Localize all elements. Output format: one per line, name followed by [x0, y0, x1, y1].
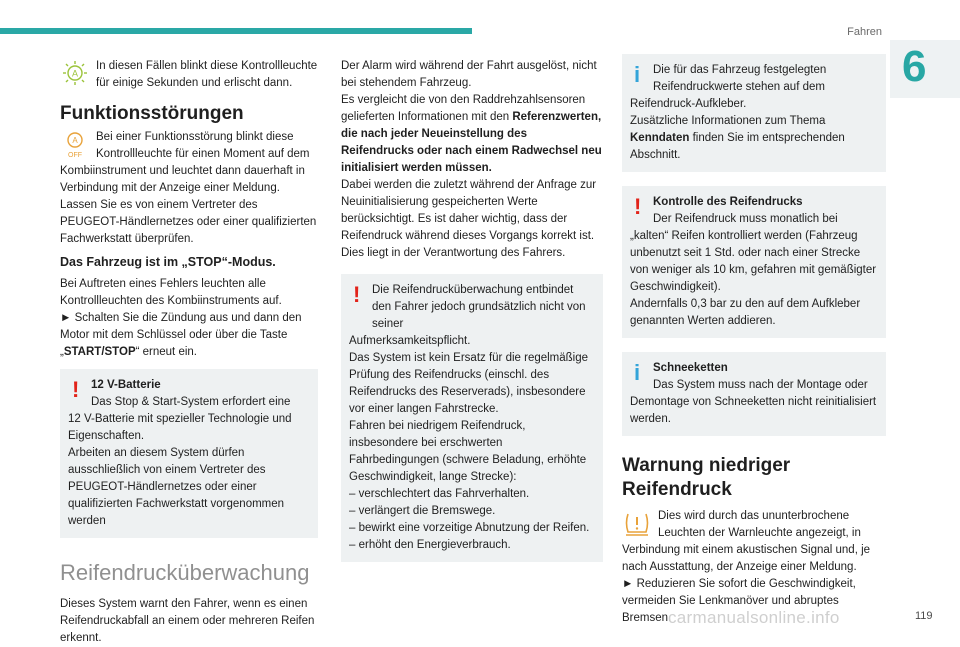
- warning-exclamation-icon: !: [72, 377, 80, 402]
- pressure-check-warning-box: [622, 186, 886, 338]
- compare-text: [341, 92, 603, 177]
- info1-rest: Reifendruck-Aufkleber.: [630, 98, 747, 110]
- bullet-item: – erhöht den Energieverbrauch.: [349, 539, 511, 551]
- heading-faults: Funktionsstörungen: [60, 103, 244, 124]
- battery-line1: Das Stop & Start-System erfordert eine: [91, 396, 291, 408]
- low-pressure-first: Dies wird durch das ununterbrochene Leuchten der Warnleuchte angezeigt, in: [658, 510, 861, 539]
- info-icon: i: [634, 360, 641, 385]
- pressure-check-line1: Der Reifendruck muss monatlich bei: [653, 213, 838, 225]
- heading-tpms: Reifendrucküberwachung: [60, 560, 310, 585]
- info1-p2: [630, 113, 878, 164]
- info1-p2-bold: Kenndaten: [630, 132, 690, 144]
- warning-exclamation-icon: !: [634, 194, 642, 219]
- warning-exclamation-icon: !: [353, 282, 361, 307]
- pressure-check-rest: „kalten“ Reifen kontrolliert werden (Fahrzeug unbenutzt seit 1 Std. oder nach einer Strecke von weniger als 10 km, gefahren mit gemäßigter Geschwindigkeit).: [630, 230, 877, 293]
- heading-stop-mode: Das Fahrzeug ist im „STOP“-Modus.: [60, 255, 276, 269]
- fault-text-first: Bei einer Funktionsstörung blinkt diese Kontrollleuchte für einen Moment auf dem: [96, 131, 310, 160]
- info1-p2-post: finden Sie im entsprechenden Abschnitt.: [630, 132, 845, 161]
- section-title: Fahren: [847, 26, 882, 38]
- tpms-warn-line1: Die Reifendrucküberwachung entbindet den Fahrer jedoch grundsätzlich nicht von seiner: [372, 284, 586, 330]
- reinit-text: Dabei werden die zuletzt während der Anfrage zur Neuinitialisierung gespeicherten Werte berücksichtigt. Es ist daher wichtig, dass der Reifendruck während dieses Vorgangs korrekt ist.: [341, 179, 597, 242]
- fault-text-rest: Kombiinstrument und leuchtet dann dauerhaft in Verbindung mit der Anzeige einer Meldung.: [60, 165, 305, 194]
- info1-line1: Die für das Fahrzeug festgelegten Reifendruckwerte stehen auf dem: [653, 64, 827, 93]
- tpms-warning-box: [341, 274, 603, 562]
- bullet-item: – bewirkt eine vorzeitige Abnutzung der Reifen.: [349, 522, 590, 534]
- blinking-tpms-icon: [60, 58, 90, 88]
- fault-text-rest2: Lassen Sie es von einem Vertreter des PEUGEOT-Händlernetzes oder einer qualifizierten Fachwerkstatt überprüfen.: [60, 199, 317, 245]
- battery-rest: 12 V-Batterie mit spezieller Technologie und Eigenschaften.: [68, 413, 292, 442]
- bullet-item: – verlängert die Bremswege.: [349, 505, 496, 517]
- pressure-check-title: Kontrolle des Reifendrucks: [653, 196, 803, 208]
- info1-p2-pre: Zusätzliche Informationen zum Thema: [630, 115, 826, 127]
- chapter-number: 6: [902, 42, 927, 91]
- stop-step-post: “ erneut ein.: [135, 346, 197, 358]
- info-icon: i: [634, 62, 641, 87]
- column-right: [622, 58, 886, 627]
- tpms-warn-rest: Aufmerksamkeitspflicht.: [349, 335, 471, 347]
- battery-warning-box: [60, 369, 318, 538]
- watermark: carmanualsonline.info: [668, 608, 840, 627]
- stop-start-off-icon: [60, 129, 90, 159]
- column-middle: [341, 58, 603, 570]
- compare-bold: Referenzwerten, die nach jeder Neueinstellung des Reifendrucks oder nach einem Radwechsel neu initialisiert werden müssen.: [341, 111, 602, 174]
- snow-chains-info-box: [622, 352, 886, 436]
- start-stop-key: START/STOP: [63, 346, 136, 358]
- snow-chains-rest: Demontage von Schneeketten nicht reinitialisiert werden.: [630, 396, 877, 425]
- pressure-check-p2: Andernfalls 0,3 bar zu den auf dem Aufkleber genannten Werten addieren.: [630, 298, 861, 327]
- driver-responsibility: Dies liegt in der Verantwortung des Fahrers.: [341, 247, 566, 259]
- tire-pressure-info-box: [622, 54, 886, 172]
- snow-chains-title: Schneeketten: [653, 362, 728, 374]
- alarm-text: Der Alarm wird während der Fahrt ausgelöst, nicht bei stehendem Fahrzeug.: [341, 60, 597, 89]
- compare-pre: Es vergleicht die von den Raddrehzahlsensoren gelieferten Informationen mit den: [341, 94, 586, 123]
- battery-title: 12 V-Batterie: [91, 379, 161, 391]
- battery-rest2: Arbeiten an diesem System dürfen ausschließlich von einem Vertreter des PEUGEOT-Händlernetzes oder einer qualifizierten Fachwerkstatt vorgenommen werden: [68, 447, 285, 527]
- bullet-item: – verschlechtert das Fahrverhalten.: [349, 488, 530, 500]
- snow-chains-line1: Das System muss nach der Montage oder: [653, 379, 868, 391]
- column-left: [60, 58, 318, 647]
- svg-text:A: A: [71, 68, 79, 79]
- low-pressure-row: [622, 508, 886, 542]
- blink-text: In diesen Fällen blinkt diese Kontrollleuchte für einige Sekunden und erlischt dann.: [96, 60, 318, 89]
- heading-low-pressure: Warnung niedriger Reifendruck: [622, 455, 791, 500]
- tpms-warn-p2: Das System ist kein Ersatz für die regelmäßige Prüfung des Reifendrucks (einschl. des Reifendrucks des Reserverads), insbesondere vor einer langen Fahrstrecke.: [349, 352, 589, 415]
- svg-text:A: A: [72, 136, 78, 145]
- stop-step-pre: ► Schalten Sie die Zündung aus und dann den Motor mit dem Schlüssel oder über die Taste „: [60, 312, 302, 358]
- blink-info-row: [60, 58, 318, 92]
- page-number: 119: [915, 610, 933, 622]
- tpms-text: Dieses System warnt den Fahrer, wenn es einen Reifendruckabfall an einem oder mehreren Reifen erkennt.: [60, 598, 315, 644]
- stop-text: Bei Auftreten eines Fehlers leuchten alle Kontrollleuchten des Kombiinstruments auf.: [60, 278, 282, 307]
- low-pressure-step: ► Reduzieren Sie sofort die Geschwindigkeit, vermeiden Sie Lenkmanöver und abruptes Bremsen.: [622, 578, 856, 624]
- header-accent-bar: [0, 28, 472, 34]
- stop-step: [60, 310, 318, 361]
- low-tire-pressure-icon: [622, 508, 652, 538]
- low-pressure-rest: Verbindung mit einem akustischen Signal und, je nach Ausstattung, der Anzeige einer Meldung.: [622, 544, 871, 573]
- off-icon-label: OFF: [68, 152, 82, 159]
- fault-row: [60, 129, 318, 163]
- tpms-warn-p3: Fahren bei niedrigem Reifendruck, insbesondere bei erschwerten Fahrbedingungen (schwere Beladung, erhöhte Geschwindigkeit, lange Strecke):: [349, 420, 587, 483]
